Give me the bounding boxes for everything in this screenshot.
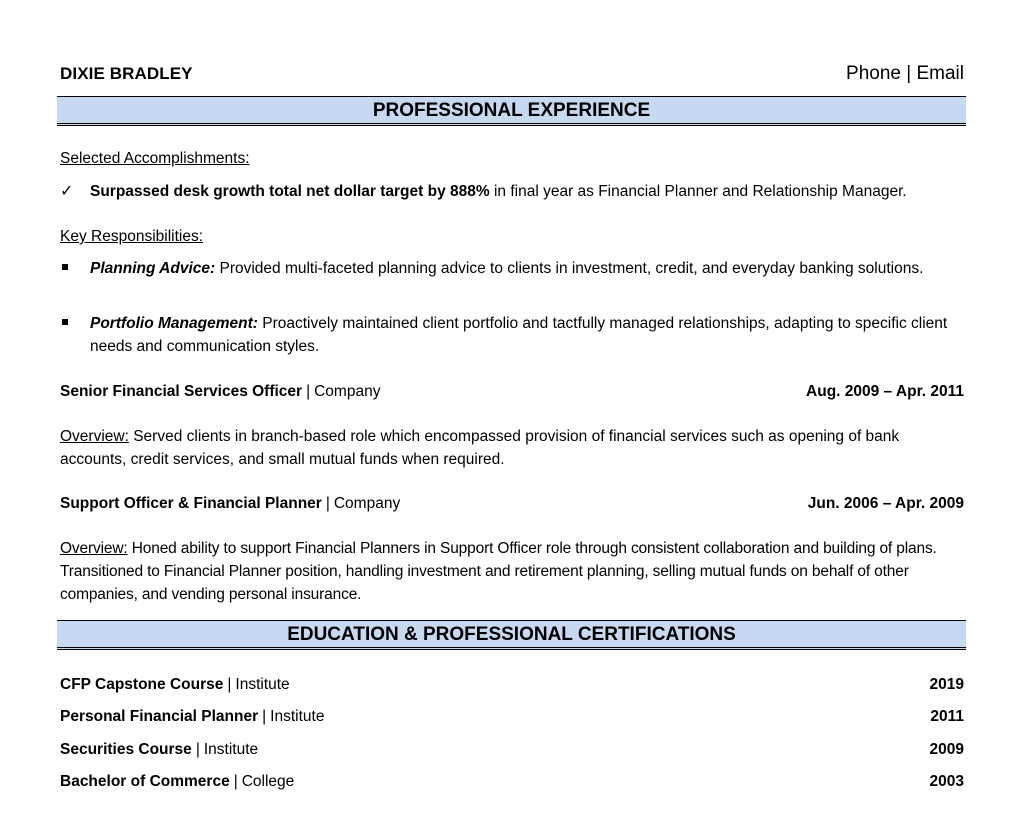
responsibility-text: Provided multi-faceted planning advice to clients in investment, credit, and everyday banking solutions. bbox=[215, 260, 924, 277]
separator: | bbox=[306, 383, 311, 400]
candidate-name: DIXIE BRADLEY bbox=[60, 63, 193, 83]
education-title: Personal Financial Planner bbox=[60, 708, 259, 725]
overview-text: Served clients in branch-based role which encompassed provision of financial services such as opening of bank accounts, credit services, and small mutual funds when required. bbox=[60, 428, 900, 468]
role-company: Company bbox=[333, 495, 401, 512]
separator: | bbox=[262, 708, 267, 725]
role-header bbox=[60, 492, 964, 515]
checkmark-icon: ✓ bbox=[60, 183, 74, 200]
role-header bbox=[60, 380, 964, 403]
education-item bbox=[60, 770, 964, 793]
accomplishment-item bbox=[60, 180, 964, 203]
overview-text: Honed ability to support Financial Planners in Support Officer role through consistent collaboration and building of plans. Transitioned to Financial Planner position, handling investment and retirement planning, selling mutual funds on behalf of other companies, and vending personal insurance. bbox=[60, 540, 937, 603]
education-org: Institute bbox=[203, 741, 259, 758]
education-year: 2003 bbox=[929, 773, 964, 790]
separator: | bbox=[195, 741, 200, 758]
education-org: College bbox=[241, 773, 295, 790]
education-org: Institute bbox=[235, 676, 290, 693]
education-title: Bachelor of Commerce bbox=[60, 773, 230, 790]
square-bullet-icon bbox=[62, 264, 68, 270]
education-year: 2019 bbox=[929, 676, 964, 693]
responsibility-title: Portfolio Management: bbox=[90, 315, 258, 332]
role-title: Senior Financial Services Officer bbox=[60, 383, 303, 400]
education-year: 2009 bbox=[929, 741, 964, 758]
role-company: Company bbox=[314, 383, 381, 400]
overview-label: Overview: bbox=[60, 428, 129, 445]
section-header-experience: PROFESSIONAL EXPERIENCE bbox=[57, 96, 966, 126]
education-title: Securities Course bbox=[60, 741, 192, 758]
role-overview bbox=[60, 425, 964, 471]
overview-label: Overview: bbox=[60, 540, 128, 557]
square-bullet-icon bbox=[62, 319, 68, 325]
role-overview bbox=[60, 537, 964, 606]
role-title: Support Officer & Financial Planner bbox=[60, 495, 322, 512]
role-dates: Jun. 2006 – Apr. 2009 bbox=[807, 495, 964, 512]
separator: | bbox=[233, 773, 238, 790]
responsibility-text: Proactively maintained client portfolio and tactfully managed relationships, adapting to specific client needs and communication styles. bbox=[90, 315, 948, 355]
responsibility-item bbox=[60, 312, 964, 358]
responsibility-item bbox=[60, 257, 964, 280]
education-org: Institute bbox=[270, 708, 325, 725]
contact-info: Phone | Email bbox=[846, 62, 964, 84]
section-header-education: EDUCATION & PROFESSIONAL CERTIFICATIONS bbox=[57, 620, 966, 650]
education-item bbox=[60, 705, 964, 728]
resume-header bbox=[60, 60, 964, 86]
education-year: 2011 bbox=[930, 708, 964, 725]
accomplishments-label: Selected Accomplishments: bbox=[60, 150, 250, 167]
responsibility-title: Planning Advice: bbox=[90, 260, 216, 277]
education-item bbox=[60, 738, 964, 761]
education-title: CFP Capstone Course bbox=[60, 676, 224, 693]
role-dates: Aug. 2009 – Apr. 2011 bbox=[806, 383, 964, 400]
education-item bbox=[60, 673, 964, 696]
responsibilities-label: Key Responsibilities: bbox=[60, 228, 204, 245]
accomplishment-highlight: Surpassed desk growth total net dollar target by 888% bbox=[90, 183, 490, 200]
accomplishment-text: in final year as Financial Planner and Relationship Manager. bbox=[489, 183, 907, 200]
separator: | bbox=[325, 495, 330, 512]
separator: | bbox=[227, 676, 232, 693]
